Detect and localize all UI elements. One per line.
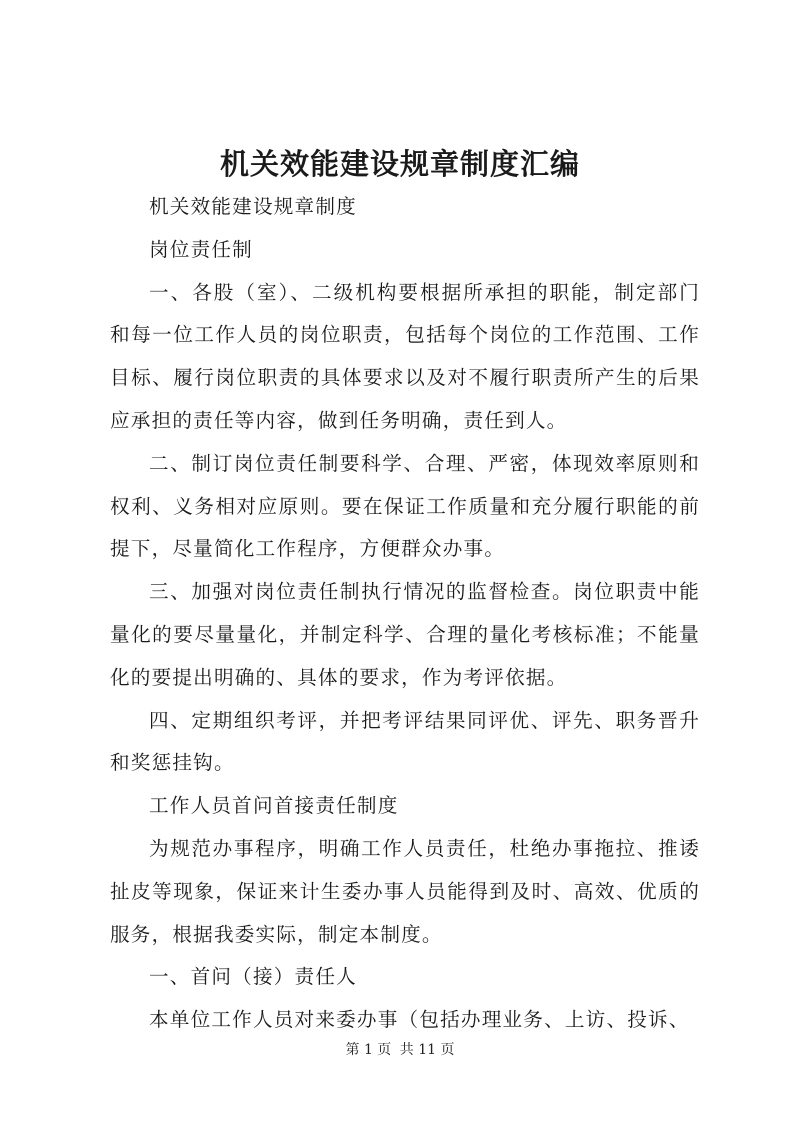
paragraph-item-4: 四、定期组织考评，并把考评结果同评优、评先、职务晋升和奖惩挂钩。 xyxy=(110,708,700,775)
paragraph-item-2: 二、制订岗位责任制要科学、合理、严密，体现效率原则和权利、义务相对应原则。要在保证工作质量和充分履行职能的前提下，尽量简化工作程序，方便群众办事。 xyxy=(110,451,700,561)
paragraph-item-1: 一、各股（室）、二级机构要根据所承担的职能，制定部门和每一位工作人员的岗位职责，包括每个岗位的工作范围、工作目标、履行岗位职责的具体要求以及对不履行职责所产生的后果应承担的责任等内容，做到任务明确，责任到人。 xyxy=(110,280,700,432)
page-number: 第 1 页 xyxy=(345,1042,392,1058)
paragraph-section-heading: 岗位责任制 xyxy=(149,237,253,261)
paragraph-section-heading-2: 工作人员首问首接责任制度 xyxy=(149,794,399,818)
paragraph-item-3: 三、加强对岗位责任制执行情况的监督检查。岗位职责中能量化的要尽量量化，并制定科学、合理的量化考核标准；不能量化的要提出明确的、具体的要求，作为考评依据。 xyxy=(110,580,700,689)
document-title: 机关效能建设规章制度汇编 xyxy=(219,147,580,181)
page-footer xyxy=(0,1040,800,1060)
page-total: 共 11 页 xyxy=(399,1042,455,1058)
document-body xyxy=(110,186,700,1042)
paragraph-subtitle: 机关效能建设规章制度 xyxy=(149,195,357,218)
paragraph-intro: 为规范办事程序，明确工作人员责任，杜绝办事拖拉、推诿扯皮等现象，保证来计生委办事人员能得到及时、高效、优质的服务，根据我委实际，制定本制度。 xyxy=(110,836,700,946)
paragraph-continued: 本单位工作人员对来委办事（包括办理业务、上访、投诉、 xyxy=(149,1008,690,1032)
paragraph-subheading: 一、首问（接）责任人 xyxy=(149,965,357,989)
